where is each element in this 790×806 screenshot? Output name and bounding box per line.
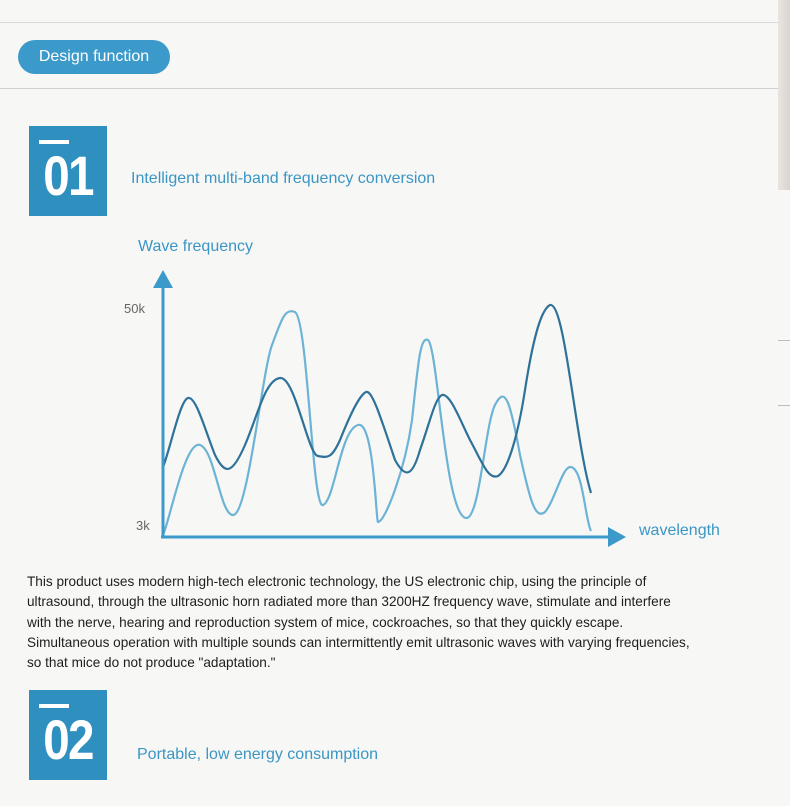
description-line: so that mice do not produce "adaptation." (27, 655, 276, 671)
description-line: with the nerve, hearing and reproduction system of mice, cockroaches, so that they quickly escape. (27, 614, 624, 630)
x-axis-arrow (608, 527, 626, 547)
description-line: ultrasound, through the ultrasonic horn radiated more than 3200HZ frequency wave, stimulate and interfere (27, 594, 671, 610)
x-axis-label: wavelength (639, 522, 720, 539)
y-tick-label: 3k (136, 518, 150, 533)
wave-curve-light (163, 311, 591, 535)
description-line: Simultaneous operation with multiple sounds can intermittently emit ultrasonic waves with varying frequencies, (27, 634, 690, 650)
wave-curve-dark (163, 305, 591, 493)
description-line: This product uses modern high-tech electronic technology, the US electronic chip, using the principle of (27, 574, 647, 589)
y-tick-label: 50k (124, 301, 145, 316)
y-axis-arrow (153, 270, 173, 288)
y-axis-label: Wave frequency (138, 238, 254, 255)
feature-number: 01 (43, 144, 93, 207)
section-label-badge: Design function (18, 40, 170, 74)
feature-number-block (29, 690, 107, 780)
product-description (27, 572, 787, 673)
feature-title: Portable, low energy consumption (137, 746, 379, 763)
feature-number: 02 (43, 708, 93, 771)
feature-title: Intelligent multi-band frequency conversion (131, 170, 436, 187)
